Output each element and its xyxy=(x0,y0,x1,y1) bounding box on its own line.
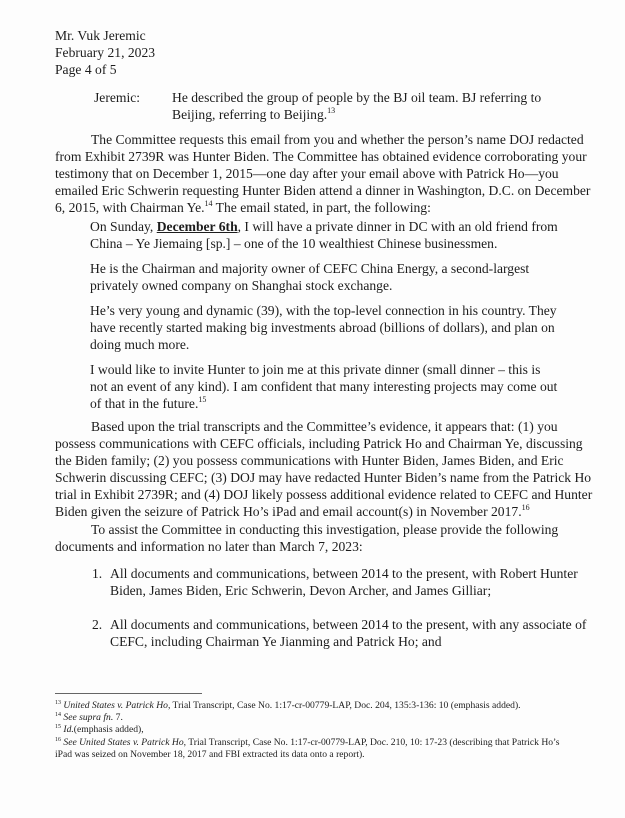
request-item xyxy=(92,616,592,650)
request-text: All documents and communications, between 2014 to the present, with Robert Hunter Biden, James Biden, Eric Schwerin, Devon Archer, and James Gilliar; xyxy=(110,566,578,598)
footnote-16 xyxy=(55,737,575,761)
transcript-quote xyxy=(172,89,572,123)
email-quote-paragraph xyxy=(90,218,560,252)
paragraph-text-continued: The email stated, in part, the following: xyxy=(212,200,431,216)
footnote-separator xyxy=(55,693,202,694)
email-text: , I will have a private dinner in DC with an old friend from China – Ye Jiemaing [sp.] – one of the 10 wealthiest Chinese businessmen. xyxy=(90,219,558,251)
footnote-citation: See supra fn. xyxy=(63,712,114,724)
recipient-name: Mr. Vuk Jeremic xyxy=(55,28,146,43)
email-quote-paragraph: He is the Chairman and majority owner of CEFC China Energy, a second-largest privately owned company on Shanghai stock exchange. xyxy=(90,261,530,293)
footnote-citation: United States v. Patrick Ho xyxy=(63,700,168,711)
footnote-number: 15 xyxy=(55,724,61,731)
paragraph-findings xyxy=(55,418,595,521)
transcript-quote-text: He described the group of people by the BJ oil team. BJ referring to Beijing, referring to Beijing. xyxy=(172,90,542,122)
paragraph-committee-request xyxy=(55,131,595,216)
request-number: 2. xyxy=(92,617,103,632)
emphasized-date: December 6th xyxy=(156,219,238,234)
paragraph-text: Based upon the trial transcripts and the Committee’s evidence, it appears that: (1) you possess communications with CEFC officials, including Patrick Ho and Chairman Ye, discussing the Biden family; (2) you possess communications with Hunter Biden, James Biden, and Eric Schwerin discussing CEFC; (3) DOJ may have redacted Hunter Biden’s name from the Patrick Ho trial in Exhibit 2739R; and (4) DOJ likely possess additional evidence related to CEFC and Hunter Biden given the seizure of Patrick Ho’s iPad and email account(s) in November 2017. xyxy=(55,419,593,520)
email-text: I would like to invite Hunter to join me at this private dinner (small dinner – this is not an event of any kind). I am confident that many interesting projects may come out of that in the future. xyxy=(90,362,558,411)
paragraph-text: The Committee requests this email from you and whether the person’s name DOJ redacted from Exhibit 2739R was Hunter Biden. The Committee has obtained evidence corroborating your testimony that on December 1, 2015—one day after your email above with Patrick Ho—you emailed Eric Schwerin requesting Hunter Biden attend a dinner in Washington, D.C. on December 6, 2015, with Chairman Ye. xyxy=(55,132,591,216)
footnote-ref-16: 16 xyxy=(521,503,530,513)
footnote-number: 16 xyxy=(55,736,61,743)
footnote-15 xyxy=(55,724,575,736)
request-text: All documents and communications, between 2014 to the present, with any associate of CEFC, including Chairman Ye Jianming and Patrick Ho; and xyxy=(110,617,587,649)
letter-date: February 21, 2023 xyxy=(55,45,156,60)
footnote-ref-14: 14 xyxy=(204,199,213,209)
email-quote-paragraph: He’s very young and dynamic (39), with the top-level connection in his country. They have recently started making big investments abroad (billions of dollars), and plan on doing much more. xyxy=(90,303,557,352)
footnote-text: 7. xyxy=(113,712,123,724)
footnote-text: , Trial Transcript, Case No. 1:17-cr-00779-LAP, Doc. 204, 135:3-136: 10 (emphasis added). xyxy=(167,700,521,711)
paragraph-request-intro xyxy=(55,521,595,555)
request-list xyxy=(92,565,592,667)
email-blockquote xyxy=(90,218,560,420)
email-text: On Sunday, xyxy=(90,219,157,234)
request-number: 1. xyxy=(92,566,103,581)
paragraph-text: To assist the Committee in conducting this investigation, please provide the following documents and information no later than March 7, 2023: xyxy=(55,522,559,555)
footnotes xyxy=(55,700,575,761)
footnote-ref-13: 13 xyxy=(327,106,336,115)
footnote-citation: See United States v. Patrick Ho xyxy=(63,736,184,748)
footnote-number: 13 xyxy=(55,700,61,706)
footnote-14 xyxy=(55,712,575,724)
letter-header xyxy=(55,27,155,78)
footnote-13 xyxy=(55,700,575,712)
page-number: Page 4 of 5 xyxy=(55,62,117,77)
transcript-speaker: Jeremic: xyxy=(94,90,141,105)
footnote-text: , Trial Transcript, Case No. 1:17-cr-00779-LAP, Doc. 210, 10: 17-23 (describing that Patrick Ho’s iPad was seized on November 18, 2017 and FBI extracted its data onto a report). xyxy=(55,736,560,760)
footnote-citation: Id. xyxy=(63,724,74,736)
email-quote-paragraph xyxy=(90,361,560,412)
request-item xyxy=(92,565,592,599)
footnote-text: (emphasis added), xyxy=(73,724,144,736)
footnote-number: 14 xyxy=(55,712,61,719)
footnote-ref-15: 15 xyxy=(198,395,207,404)
